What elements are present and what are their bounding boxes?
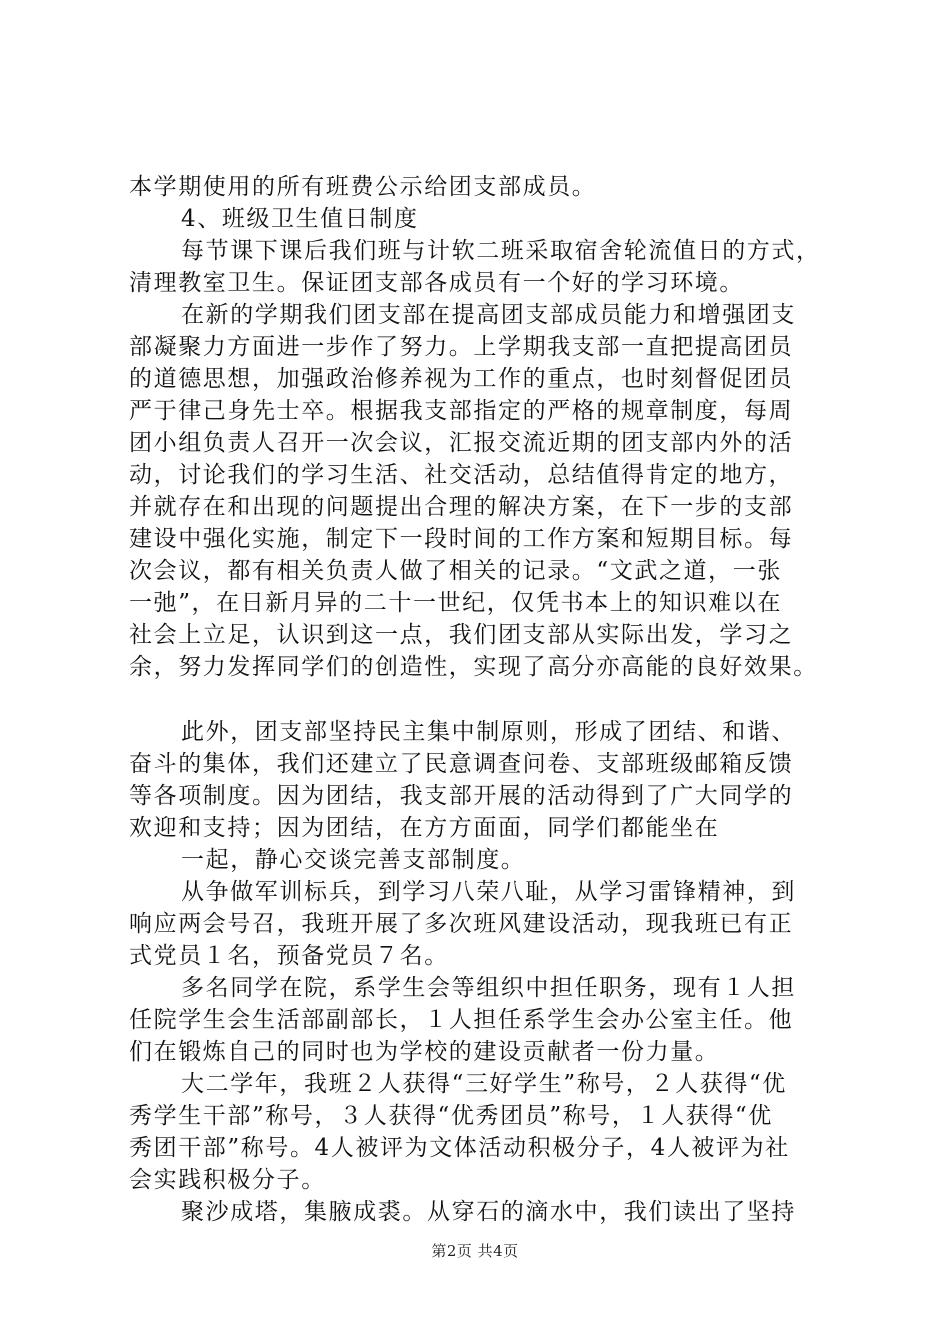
text-line: 每节课下课后我们班与计软二班采取宿舍轮流值日的方式，	[181, 238, 821, 264]
section-heading: 4、班级卫生值日制度	[181, 206, 419, 232]
text-line: 们在锻炼自己的同时也为学校的建设贡献者一份力量。	[129, 1039, 720, 1065]
text-line: 大二学年，我班２人获得“三好学生”称号，２人获得“优	[181, 1071, 787, 1097]
text-line: 本学期使用的所有班费公示给团支部成员。	[129, 174, 597, 200]
text-line: 社会上立足，认识到这一点，我们团支部从实际出发，学习之	[129, 622, 794, 648]
text-line: 余，努力发挥同学们的创造性，实现了高分亦高能的良好效果。	[129, 654, 818, 680]
text-line: 次会议，都有相关负责人做了相关的记录。“文武之道，一张	[129, 558, 782, 584]
text-line: 一起，静心交谈完善支部制度。	[181, 847, 526, 873]
text-line: 严于律己身先士卒。根据我支部指定的严格的规章制度，每周	[129, 398, 794, 424]
paragraph-gap	[129, 683, 841, 716]
text-line: 清理教室卫生。保证团支部各成员有一个好的学习环境。	[129, 270, 744, 296]
text-line: 并就存在和出现的问题提出合理的解决方案，在下一步的支部	[129, 494, 794, 520]
text-line: 秀学生干部”称号，３人获得“优秀团员”称号，１人获得“优	[129, 1103, 773, 1129]
text-line: 此外，团支部坚持民主集中制原则，形成了团结、和谐、	[181, 719, 796, 745]
text-line: 奋斗的集体，我们还建立了民意调查问卷、支部班级邮箱反馈	[129, 751, 794, 777]
text-line: 欢迎和支持；因为团结，在方方面面，同学们都能坐在	[129, 815, 720, 841]
text-line: 从争做军训标兵，到学习八荣八耻，从学习雷锋精神，到	[181, 879, 796, 905]
text-line: 式党员１名，预备党员７名。	[129, 943, 449, 969]
text-line: 建设中强化实施，制定下一段时间的工作方案和短期目标。每	[129, 526, 794, 552]
text-line: 多名同学在院，系学生会等组织中担任职务，现有１人担	[181, 975, 796, 1001]
text-line: 动，讨论我们的学习生活、社交活动，总结值得肯定的地方，	[129, 462, 794, 488]
text-line: 在新的学期我们团支部在提高团支部成员能力和增强团支	[181, 302, 796, 328]
text-line: 团小组负责人召开一次会议，汇报交流近期的团支部内外的活	[129, 430, 794, 456]
document-body	[129, 171, 841, 1228]
text-line: 部凝聚力方面进一步作了努力。上学期我支部一直把提高团员	[129, 334, 794, 360]
text-line: 等各项制度。因为团结，我支部开展的活动得到了广大同学的	[129, 783, 794, 809]
text-line: 聚沙成塔，集腋成裘。从穿石的滴水中，我们读出了坚持	[181, 1199, 796, 1225]
text-line: 响应两会号召，我班开展了多次班风建设活动，现我班已有正	[129, 911, 794, 937]
text-line: 会实践积极分子。	[129, 1167, 326, 1193]
text-line: 的道德思想，加强政治修养视为工作的重点，也时刻督促团员	[129, 366, 794, 392]
page-footer: 第2页 共4页	[431, 1242, 519, 1260]
text-line: 秀团干部”称号。4人被评为文体活动积极分子，4人被评为社	[129, 1135, 790, 1161]
text-line: 任院学生会生活部副部长，１人担任系学生会办公室主任。他	[129, 1007, 794, 1033]
text-line: 一弛”，在日新月异的二十一世纪，仅凭书本上的知识难以在	[129, 590, 782, 616]
